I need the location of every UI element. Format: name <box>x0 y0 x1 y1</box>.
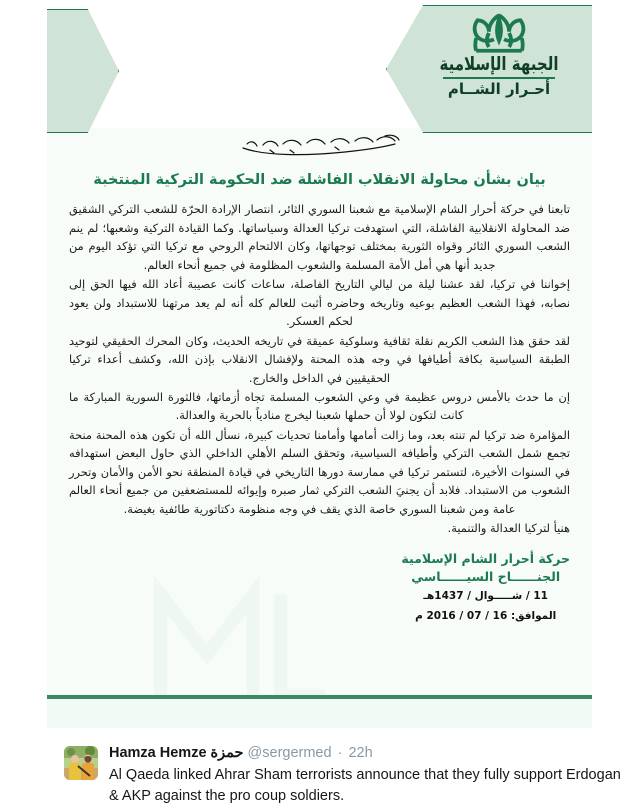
signature-political-wing: الجنــــــاح السيــــــاسي <box>411 569 561 585</box>
tweet-header <box>109 744 630 764</box>
document-signature-block <box>69 550 570 627</box>
rosette-emblem-icon <box>461 10 537 56</box>
tweet-display-name-arabic[interactable]: حمزة <box>210 745 244 761</box>
document-paragraph: إن ما حدث بالأمس دروس عظيمة في وعي الشعوب المسلمة تجاه أزماتها، فالثورة السورية المباركة ما كانت لتكون لولا أن حملها شعبنا ليخرج منادياً بالحرية والعدالة. <box>69 389 570 423</box>
tweet-container[interactable] <box>0 736 640 807</box>
logo-calligraphy-top: الجبهة الإسلامية <box>439 52 559 76</box>
statement-document-image[interactable] <box>47 0 592 728</box>
document-body <box>47 128 592 728</box>
document-paragraph: إخواننا في تركيا، لقد عشنا ليلة من ليالي التاريخ الفاصلة، ساعات كانت عصيبة أعاد الله فيها الحق إلى نصابه، فهذا الشعب العظيم بوعيه وتاريخه وحاضره أثبت للعالم كله أنه لم يعد مرتهنا للاستبداد ولن يعود لحكم العسكر. <box>69 277 570 329</box>
tweet-timestamp[interactable]: 22h <box>348 745 373 761</box>
signature-organization: حركة أحرار الشام الإسلامية <box>401 550 570 566</box>
ahrar-al-sham-logo <box>424 10 574 122</box>
tweet-content <box>109 744 630 807</box>
document-title: بيان بشأن محاولة الانقلاب الفاشلة ضد الحكومة التركية المنتخبة <box>93 172 546 188</box>
tweet-text: Al Qaeda linked Ahrar Sham terrorists announce that they fully support Erdogan & AKP against the pro coup soldiers. <box>109 766 621 804</box>
document-paragraph: تابعنا في حركة أحرار الشام الإسلامية مع شعبنا السوري الثائر، انتصار الإرادة الحرّة للشعب التركي الشقيق ضد المحاولة الانقلابية الفاشلة، التي استهدفت تركيا العدالة وسياساتها. وكما القيادة التركية وشعبها؛ لم ينم الشعب السوري الثائر وقواه الثورية بمختلف توجهاتها، وكان الالتحام الروحي مع تركيا التي تؤكد اليوم من جديد أنها هي أمل الأمة المسلمة والشعوب المظلومة في جميع أنحاء العالم. <box>69 202 570 272</box>
tweet-separator: · <box>337 745 343 761</box>
signature-gregorian-date: الموافق: 16 / 07 / 2016 م <box>415 610 557 623</box>
basmala-calligraphy <box>47 132 592 162</box>
document-paragraph-closing: هنيأ لتركيا العدالة والتنمية. <box>447 521 570 536</box>
document-paragraph: المؤامرة ضد تركيا لم تنته بعد، وما زالت أمامها وأمامنا تحديات كبيرة، نسأل الله أن تكون هذه المحنة منحة تجمع شمل الشعب التركي وأطيافه السياسية، وتحقق السلم الأهلي الداخلي الذي حاول البعض استهدافه في السنوات الأخيرة، لتستمر تركيا في ممارسة دورها التاريخي في قيادة المنطقة نحو الأمن والأمان وتحرر الشعوب من الاستبداد. فلابد أن يجنيَ الشعب التركي ثمار صبره وإيوائه للمستضعفين من جميع أنحاء العالم عامة ومن شعبنا السوري خاصة الذي يقف في وجه منظومة دكتاتورية طائفية بغيضة. <box>69 427 570 516</box>
logo-calligraphy-bottom: أحـرار الشــام <box>447 79 551 98</box>
document-paragraph: لقد حقق هذا الشعب الكريم نقلة ثقافية وسلوكية عميقة في تاريخه الحديث، وكان المحرك الحقيقي لتوحيد الطبقة السياسية بكافة أطيافها في وجه هذه المحنة ولإفشال الانقلاب بإذن الله، وكشف أعداء تركيا الحقيقيين في الداخل والخارج. <box>69 333 570 385</box>
signature-hijri-date: 11 / شـــــوال / 1437هـ <box>423 590 548 603</box>
document-paragraphs <box>69 190 570 627</box>
tweet-display-name[interactable]: Hamza Hemze <box>109 745 207 761</box>
avatar[interactable] <box>64 746 98 780</box>
logo-divider <box>443 77 555 79</box>
tweet-handle[interactable]: @sergermed <box>247 745 332 761</box>
document-footer-strip <box>47 699 592 728</box>
